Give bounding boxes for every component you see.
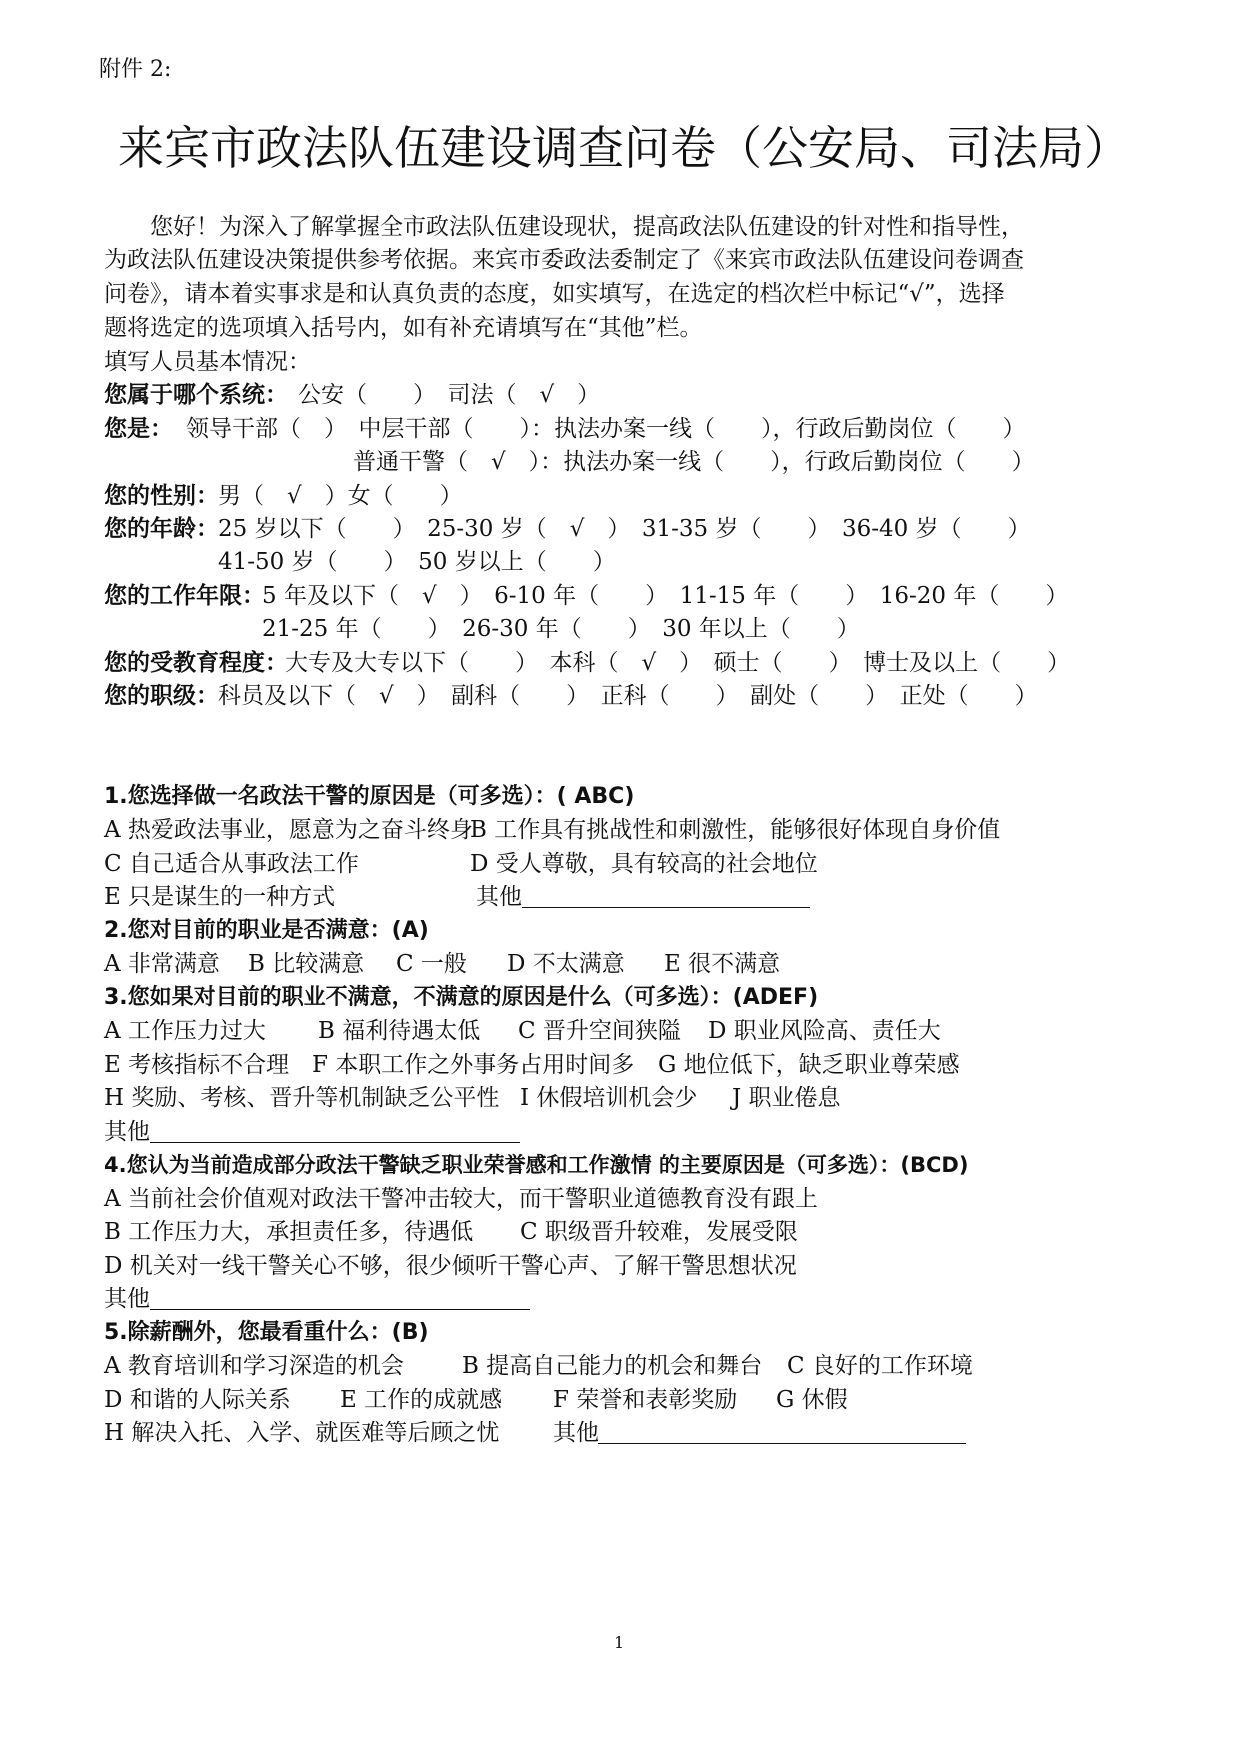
role-options-line-1[interactable]: 领导干部（ ） 中层干部（ ）：执法办案一线（ ），行政后勤岗位（ ） — [186, 416, 1026, 442]
age-label: 您的年龄： — [104, 516, 219, 542]
question-1-other-blank[interactable] — [522, 907, 810, 908]
question-5-option: A 教育培训和学习深造的机会 — [104, 1353, 404, 1379]
question-5-option: D 和谐的人际关系 — [104, 1387, 291, 1413]
system-options[interactable]: 公安（ ） 司法（ √ ） — [298, 382, 601, 408]
question-3-option: D 职业风险高、责任大 — [708, 1018, 941, 1044]
question-2-option: B 比较满意 — [248, 951, 365, 977]
question-5-option: F 荣誉和表彰奖励 — [553, 1387, 738, 1413]
question-3-other-blank[interactable] — [150, 1142, 520, 1143]
education-label: 您的受教育程度： — [104, 650, 288, 676]
age-options-line-1[interactable]: 25 岁以下（ ） 25-30 岁（ √ ） 31-35 岁（ ） 36-40 岁（ ） — [218, 516, 1031, 542]
question-5-other-blank[interactable] — [598, 1443, 966, 1444]
question-3-option: C 晋升空间狭隘 — [518, 1018, 681, 1044]
work-years-options-line-1[interactable]: 5 年及以下（ √ ） 6-10 年（ ） 11-15 年（ ） 16-20 年（ ） — [262, 583, 1069, 609]
question-2-option: A 非常满意 — [104, 951, 220, 977]
question-5-option: G 休假 — [776, 1387, 848, 1413]
intro-line-4: 题将选定的选项填入括号内，如有补充请填写在“其他”栏。 — [104, 315, 703, 341]
question-1-title: 1.您选择做一名政法干警的原因是（可多选）：( ABC) — [104, 784, 635, 809]
system-label: 您属于哪个系统： — [104, 382, 288, 408]
question-1-other-label: 其他 — [476, 884, 522, 910]
page-number: 1 — [614, 1633, 625, 1652]
work-years-options-line-2[interactable]: 21-25 年（ ） 26-30 年（ ） 30 年以上（ ） — [262, 616, 860, 642]
question-2-option: C 一般 — [396, 951, 467, 977]
attachment-label: 附件 2: — [99, 57, 172, 82]
question-4-other-blank[interactable] — [150, 1309, 530, 1310]
role-options-line-2[interactable]: 普通干警（ √ ）：执法办案一线（ ），行政后勤岗位（ ） — [353, 449, 1035, 475]
question-5-option: B 提高自己能力的机会和舞台 — [462, 1353, 763, 1379]
question-4-option-b: B 工作压力大，承担责任多，待遇低 — [104, 1219, 474, 1245]
question-3-option: B 福利待遇太低 — [318, 1018, 481, 1044]
rank-label: 您的职级： — [104, 683, 219, 709]
question-1-option-d: D 受人尊敬，具有较高的社会地位 — [470, 851, 818, 877]
age-options-line-2[interactable]: 41-50 岁（ ） 50 岁以上（ ） — [218, 549, 616, 575]
intro-line-3: 问卷》，请本着实事求是和认真负责的态度，如实填写，在选定的档次栏中标记“√”，选择 — [104, 281, 1005, 307]
intro-line-1: 您好！为深入了解掌握全市政法队伍建设现状，提高政法队伍建设的针对性和指导性， — [150, 214, 1024, 240]
question-3-option: G 地位低下，缺乏职业尊荣感 — [658, 1052, 960, 1078]
question-5-other-label: 其他 — [553, 1420, 599, 1446]
question-1-option-e: E 只是谋生的一种方式 — [104, 884, 336, 910]
intro-line-2: 为政法队伍建设决策提供参考依据。来宾市委政法委制定了《来宾市政法队伍建设问卷调查 — [104, 247, 1024, 273]
page-title: 来宾市政法队伍建设调查问卷（公安局、司法局） — [118, 121, 1130, 175]
question-2-title: 2.您对目前的职业是否满意：(A) — [104, 918, 429, 943]
question-1-option-b: B 工作具有挑战性和刺激性，能够很好体现自身价值 — [470, 817, 1001, 843]
question-5-option: C 良好的工作环境 — [787, 1353, 973, 1379]
gender-options[interactable]: 男（ √ ）女（ ） — [218, 483, 463, 509]
rank-options[interactable]: 科员及以下（ √ ） 副科（ ） 正科（ ） 副处（ ） 正处（ ） — [218, 683, 1038, 709]
question-4-other-label: 其他 — [104, 1286, 150, 1312]
question-3-option: H 奖励、考核、晋升等机制缺乏公平性 — [104, 1085, 500, 1111]
question-4-option-c: C 职级晋升较难，发展受限 — [520, 1219, 798, 1245]
education-options[interactable]: 大专及大专以下（ ） 本科（ √ ） 硕士（ ） 博士及以上（ ） — [285, 650, 1071, 676]
question-3-option: A 工作压力过大 — [104, 1018, 266, 1044]
basic-info-heading: 填写人员基本情况： — [104, 349, 311, 375]
role-label: 您是： — [104, 416, 173, 442]
question-2-option: D 不太满意 — [507, 951, 625, 977]
question-3-title: 3.您如果对目前的职业不满意，不满意的原因是什么（可多选）：(ADEF) — [104, 985, 819, 1010]
question-4-title: 4.您认为当前造成部分政法干警缺乏职业荣誉感和工作激情 的主要原因是（可多选）：(BCD) — [104, 1153, 969, 1177]
question-5-option-h: H 解决入托、入学、就医难等后顾之忧 — [104, 1420, 500, 1446]
question-3-option: J 职业倦息 — [732, 1085, 841, 1111]
question-4-option-d: D 机关对一线干警关心不够，很少倾听干警心声、了解干警思想状况 — [104, 1253, 797, 1279]
question-3-option: F 本职工作之外事务占用时间多 — [312, 1052, 635, 1078]
gender-label: 您的性别： — [104, 483, 219, 509]
work-years-label: 您的工作年限： — [104, 583, 265, 609]
question-1-option-a: A 热爱政法事业，愿意为之奋斗终身 — [104, 817, 473, 843]
question-3-option: I 休假培训机会少 — [520, 1085, 698, 1111]
question-1-option-c: C 自己适合从事政法工作 — [104, 851, 359, 877]
question-3-option: E 考核指标不合理 — [104, 1052, 290, 1078]
question-5-title: 5.除薪酬外，您最看重什么：(B) — [104, 1320, 429, 1345]
question-5-option: E 工作的成就感 — [340, 1387, 503, 1413]
question-4-option-a: A 当前社会价值观对政法干警冲击较大，而干警职业道德教育没有跟上 — [104, 1186, 818, 1212]
question-3-other-label: 其他 — [104, 1119, 150, 1145]
question-2-option: E 很不满意 — [664, 951, 781, 977]
